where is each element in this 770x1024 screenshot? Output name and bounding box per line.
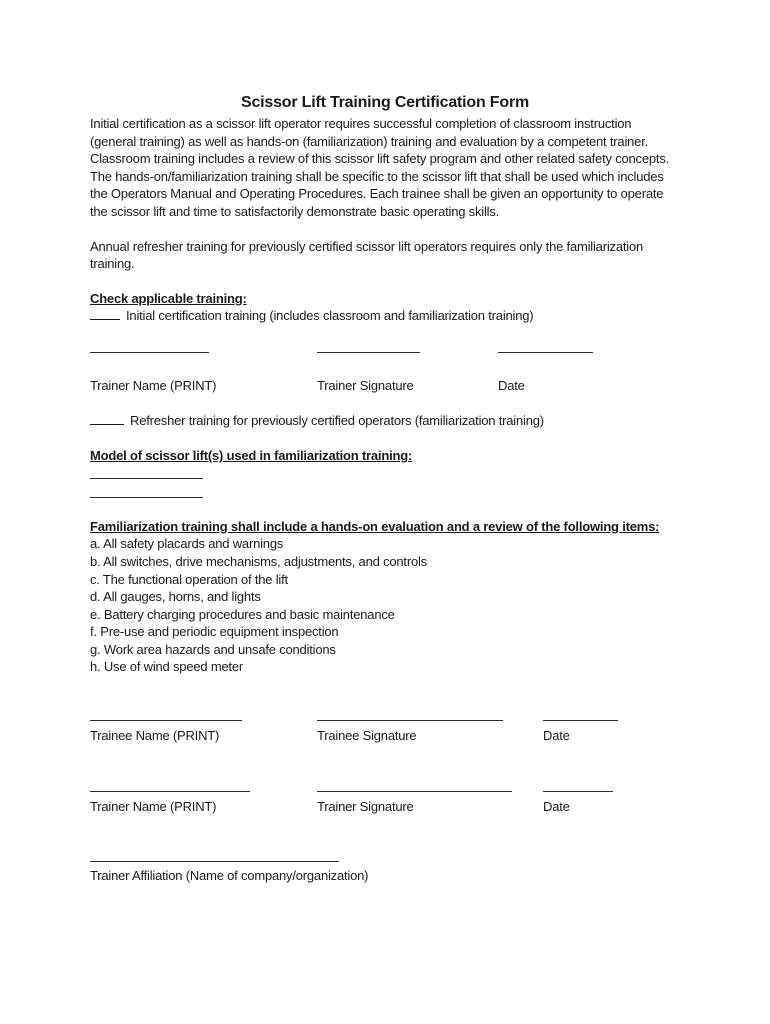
signature-labels-row [90, 377, 680, 395]
signature-labels-row [90, 727, 680, 745]
refresher-paragraph [90, 238, 680, 273]
familiarization-items-list [90, 535, 680, 676]
intro-line: the Operators Manual and Operating Procedures. Each trainee shall be given an opportunity to operate [90, 186, 664, 202]
intro-line: the scissor lift and time to satisfactorily demonstrate basic operating skills. [90, 203, 500, 219]
model-blank-line-2[interactable] [90, 497, 203, 498]
trainer-name-label: Trainer Name (PRINT) [90, 798, 217, 814]
trainer-signature-label: Trainer Signature [317, 798, 414, 814]
trainer-affiliation-line[interactable] [90, 861, 339, 862]
refresher-training-blank[interactable] [90, 413, 124, 425]
date-label: Date [543, 798, 570, 814]
intro-line: (general training) as well as hands-on (familiarization) training and evaluation by a competent trainer. [90, 133, 649, 149]
trainer-affiliation-block [90, 861, 680, 885]
intro-paragraph [90, 115, 680, 221]
trainer-signature-label: Trainer Signature [317, 377, 414, 393]
date-line[interactable] [498, 352, 593, 353]
familiarization-item: a. All safety placards and warnings [90, 536, 284, 552]
familiarization-item: d. All gauges, horns, and lights [90, 589, 261, 605]
intro-line: Initial certification as a scissor lift operator requires successful completion of classroom instruction [90, 116, 632, 131]
trainer-affiliation-label: Trainer Affiliation (Name of company/organization) [90, 868, 369, 884]
check-training-heading: Check applicable training: [90, 290, 247, 306]
date-line[interactable] [543, 791, 613, 792]
initial-training-option [90, 307, 680, 325]
familiarization-item: c. The functional operation of the lift [90, 571, 288, 587]
trainer-name-line[interactable] [90, 791, 250, 792]
familiarization-item: h. Use of wind speed meter [90, 659, 244, 675]
refresher-line: Annual refresher training for previously certified scissor lift operators requires only the familiarization [90, 238, 644, 254]
date-label: Date [498, 377, 525, 393]
signature-labels-row [90, 798, 680, 816]
familiarization-item: f. Pre-use and periodic equipment inspection [90, 624, 339, 640]
signature-lines-row [90, 352, 680, 353]
intro-line: Classroom training includes a review of this scissor lift safety program and other related safety concepts. [90, 151, 670, 167]
trainee-name-label: Trainee Name (PRINT) [90, 728, 220, 744]
refresher-training-option [90, 412, 680, 430]
trainer-name-label: Trainer Name (PRINT) [90, 377, 217, 393]
initial-training-option-label: Initial certification training (includes classroom and familiarization training) [126, 308, 534, 324]
familiarization-heading: Familiarization training shall include a hands-on evaluation and a review of the following items: [90, 518, 660, 534]
signature-lines-row [90, 720, 680, 721]
date-line[interactable] [543, 720, 618, 721]
intro-line: The hands-on/familiarization training shall be specific to the scissor lift that shall be used which includes [90, 168, 664, 184]
familiarization-item: e. Battery charging procedures and basic maintenance [90, 606, 395, 622]
refresher-training-option-label: Refresher training for previously certified operators (familiarization training) [130, 412, 544, 428]
trainee-name-line[interactable] [90, 720, 242, 721]
trainer-name-line[interactable] [90, 352, 209, 353]
trainee-signature-label: Trainee Signature [317, 728, 417, 744]
initial-training-blank[interactable] [90, 308, 120, 320]
date-label: Date [543, 728, 570, 744]
trainer-signature-line[interactable] [317, 352, 420, 353]
familiarization-item: b. All switches, drive mechanisms, adjustments, and controls [90, 553, 427, 569]
refresher-line: training. [90, 256, 135, 272]
model-blank-line-1[interactable] [90, 478, 203, 479]
trainee-signature-block [90, 720, 680, 745]
trainee-signature-line[interactable] [317, 720, 503, 721]
familiarization-item: g. Work area hazards and unsafe conditions [90, 641, 336, 657]
trainer-signature-line[interactable] [317, 791, 512, 792]
model-heading: Model of scissor lift(s) used in familiarization training: [90, 448, 413, 464]
trainer-signature-block-bottom [90, 791, 680, 816]
trainer-signature-block-top [90, 352, 680, 395]
page-title: Scissor Lift Training Certification Form [240, 94, 530, 111]
signature-lines-row [90, 791, 680, 792]
